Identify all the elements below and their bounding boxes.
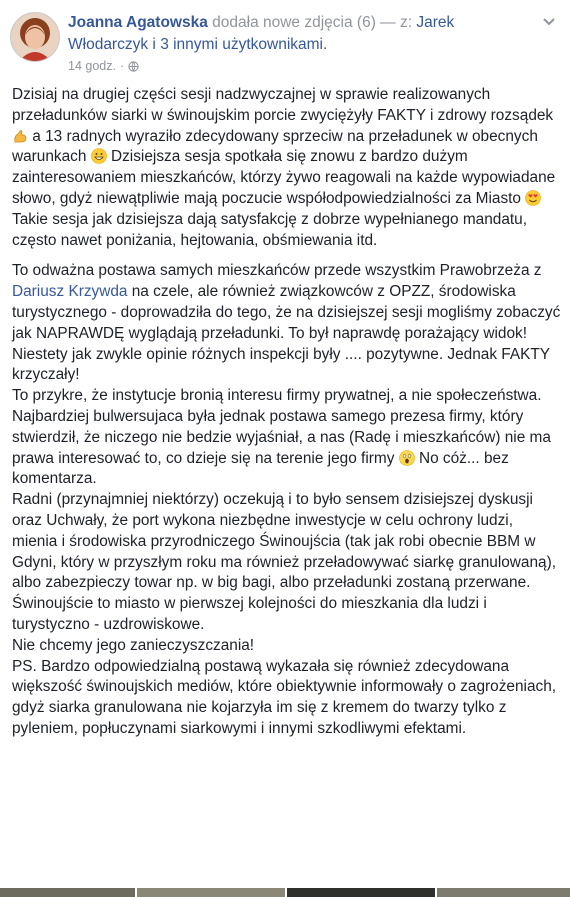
tagged-user-link[interactable]: Jarek Włodarczyk xyxy=(68,14,455,53)
photo-strip-preview[interactable] xyxy=(0,888,570,897)
text-p1-c: Dzisiejsza sesja spotkała się znowu z bardzo dużym zainteresowaniem mieszkańców, którzy żywo reagowali na każde wypowiadane słowo, gdyż niewątpliwie mają poczucie współodpowiedzialności za Miasto xyxy=(12,148,556,207)
post-action: dodała nowe zdjęcia (6) xyxy=(212,14,376,31)
screaming-face-emoji xyxy=(399,450,415,466)
text-p1-a: Dzisiaj na drugiej części sesji nadzwyczajnej w sprawie realizowanych przeładunków siarki w świnoujskim porcie zwyciężyły FAKTY i zdrowy rozsądek xyxy=(12,86,554,124)
text-p2-f: Radni (przynajmniej niektórzy) oczekują i to było sensem dzisiejszej dyskusji oraz Uchwały, że port wykona niezbędne inwestycje w celu ochrony ludzi, mienia i środowiska przyrodniczego Świnoujścia (tak jak robi obecnie BBM w Gdyni, który w przyszłym roku ma również przeładowywać siarkę granulowaną), albo zabezpieczy towar np. w big bagi, albo przeładunki zostaną przerwane. Świnoujście to miasto w pierwszej kolejności do mieszkania dla ludzi i turystyczno - uzdrowiskowe. xyxy=(12,491,556,633)
author-line xyxy=(68,12,538,56)
photo-thumb[interactable] xyxy=(137,888,285,897)
text-p1-b: a 13 radnych wyraziło zdecydowany sprzeciw na przeładunek w obecnych warunkach xyxy=(12,127,538,166)
text-p2-b: na czele, ale również związkowców z OPZZ, środowiska turystycznego - doprowadziła do tego, że na dzisiejszej sesji mogliśmy zobaczyć jak NAPRAWDĘ wyglądają przeładunki. To był naprawdę porażający widok! xyxy=(12,283,561,342)
text-p2-g: Nie chcemy jego zanieczyszczania! xyxy=(12,636,255,654)
post-timestamp[interactable]: 14 godz. xyxy=(68,59,116,73)
avatar-photo xyxy=(11,13,59,61)
globe-icon[interactable] xyxy=(128,61,139,72)
tagged-joiner: i xyxy=(152,36,156,53)
chevron-down-icon[interactable] xyxy=(540,12,558,30)
post-meta xyxy=(68,59,139,73)
text-p2-d: To przykre, że instytucje bronią interesu firmy prywatnej, a nie społeczeństwa. Najbardziej bulwersujaca była jednak postawa samego prezesa firmy, który stwierdził, że niczego nie bedzie wyjaśniał, a nas (Radę i mieszkańców) nie ma prawa interesować to, co dzieje się na terenie jego firmy xyxy=(12,387,551,467)
paragraph-2 xyxy=(12,261,562,739)
post-header xyxy=(10,6,562,82)
text-p2-a: To odważna postawa samych mieszkańców przede wszystkim Prawobrzeża z xyxy=(12,262,542,280)
text-p2-c: Niestety jak zwykle opinie różnych inspekcji były .... pozytywne. Jednak FAKTY krzyczały! xyxy=(12,345,550,384)
author-name[interactable]: Joanna Agatowska xyxy=(68,14,208,31)
mention-link[interactable]: Dariusz Krzywda xyxy=(12,283,128,301)
tagged-end: . xyxy=(323,36,328,53)
photo-thumb[interactable] xyxy=(0,888,135,897)
with-prefix: — z: xyxy=(380,14,413,31)
text-p1-d: Takie sesja jak dzisiejsza dają satysfakcję z dobrze wypełnianego mandatu, często nawet poniżania, hejtowania, obśmiewania itd. xyxy=(12,210,528,249)
meta-separator: · xyxy=(119,59,125,73)
heart-eyes-emoji xyxy=(525,190,541,206)
post-body xyxy=(12,85,562,750)
flexed-biceps-emoji xyxy=(12,128,28,144)
text-p2-h: PS. Bardzo odpowiedzialną postawą wykazała się również zdecydowana większość świnoujskich mediów, które obiektywnie informowały o zagrożeniach, gdyż siarka granulowana nie kojarzyła im się z kremem do twarzy tylko z pyleniem, popłuczynami siarkowymi i innymi szkodliwymi efektami. xyxy=(12,657,557,737)
avatar[interactable] xyxy=(10,12,60,62)
photo-thumb[interactable] xyxy=(287,888,435,897)
grinning-emoji xyxy=(91,148,107,164)
paragraph-1 xyxy=(12,85,562,251)
tagged-others-link[interactable]: 3 innymi użytkownikami xyxy=(160,36,323,53)
text-p2-e: No cóż... bez komentarza. xyxy=(12,449,509,488)
photo-thumb[interactable] xyxy=(437,888,570,897)
